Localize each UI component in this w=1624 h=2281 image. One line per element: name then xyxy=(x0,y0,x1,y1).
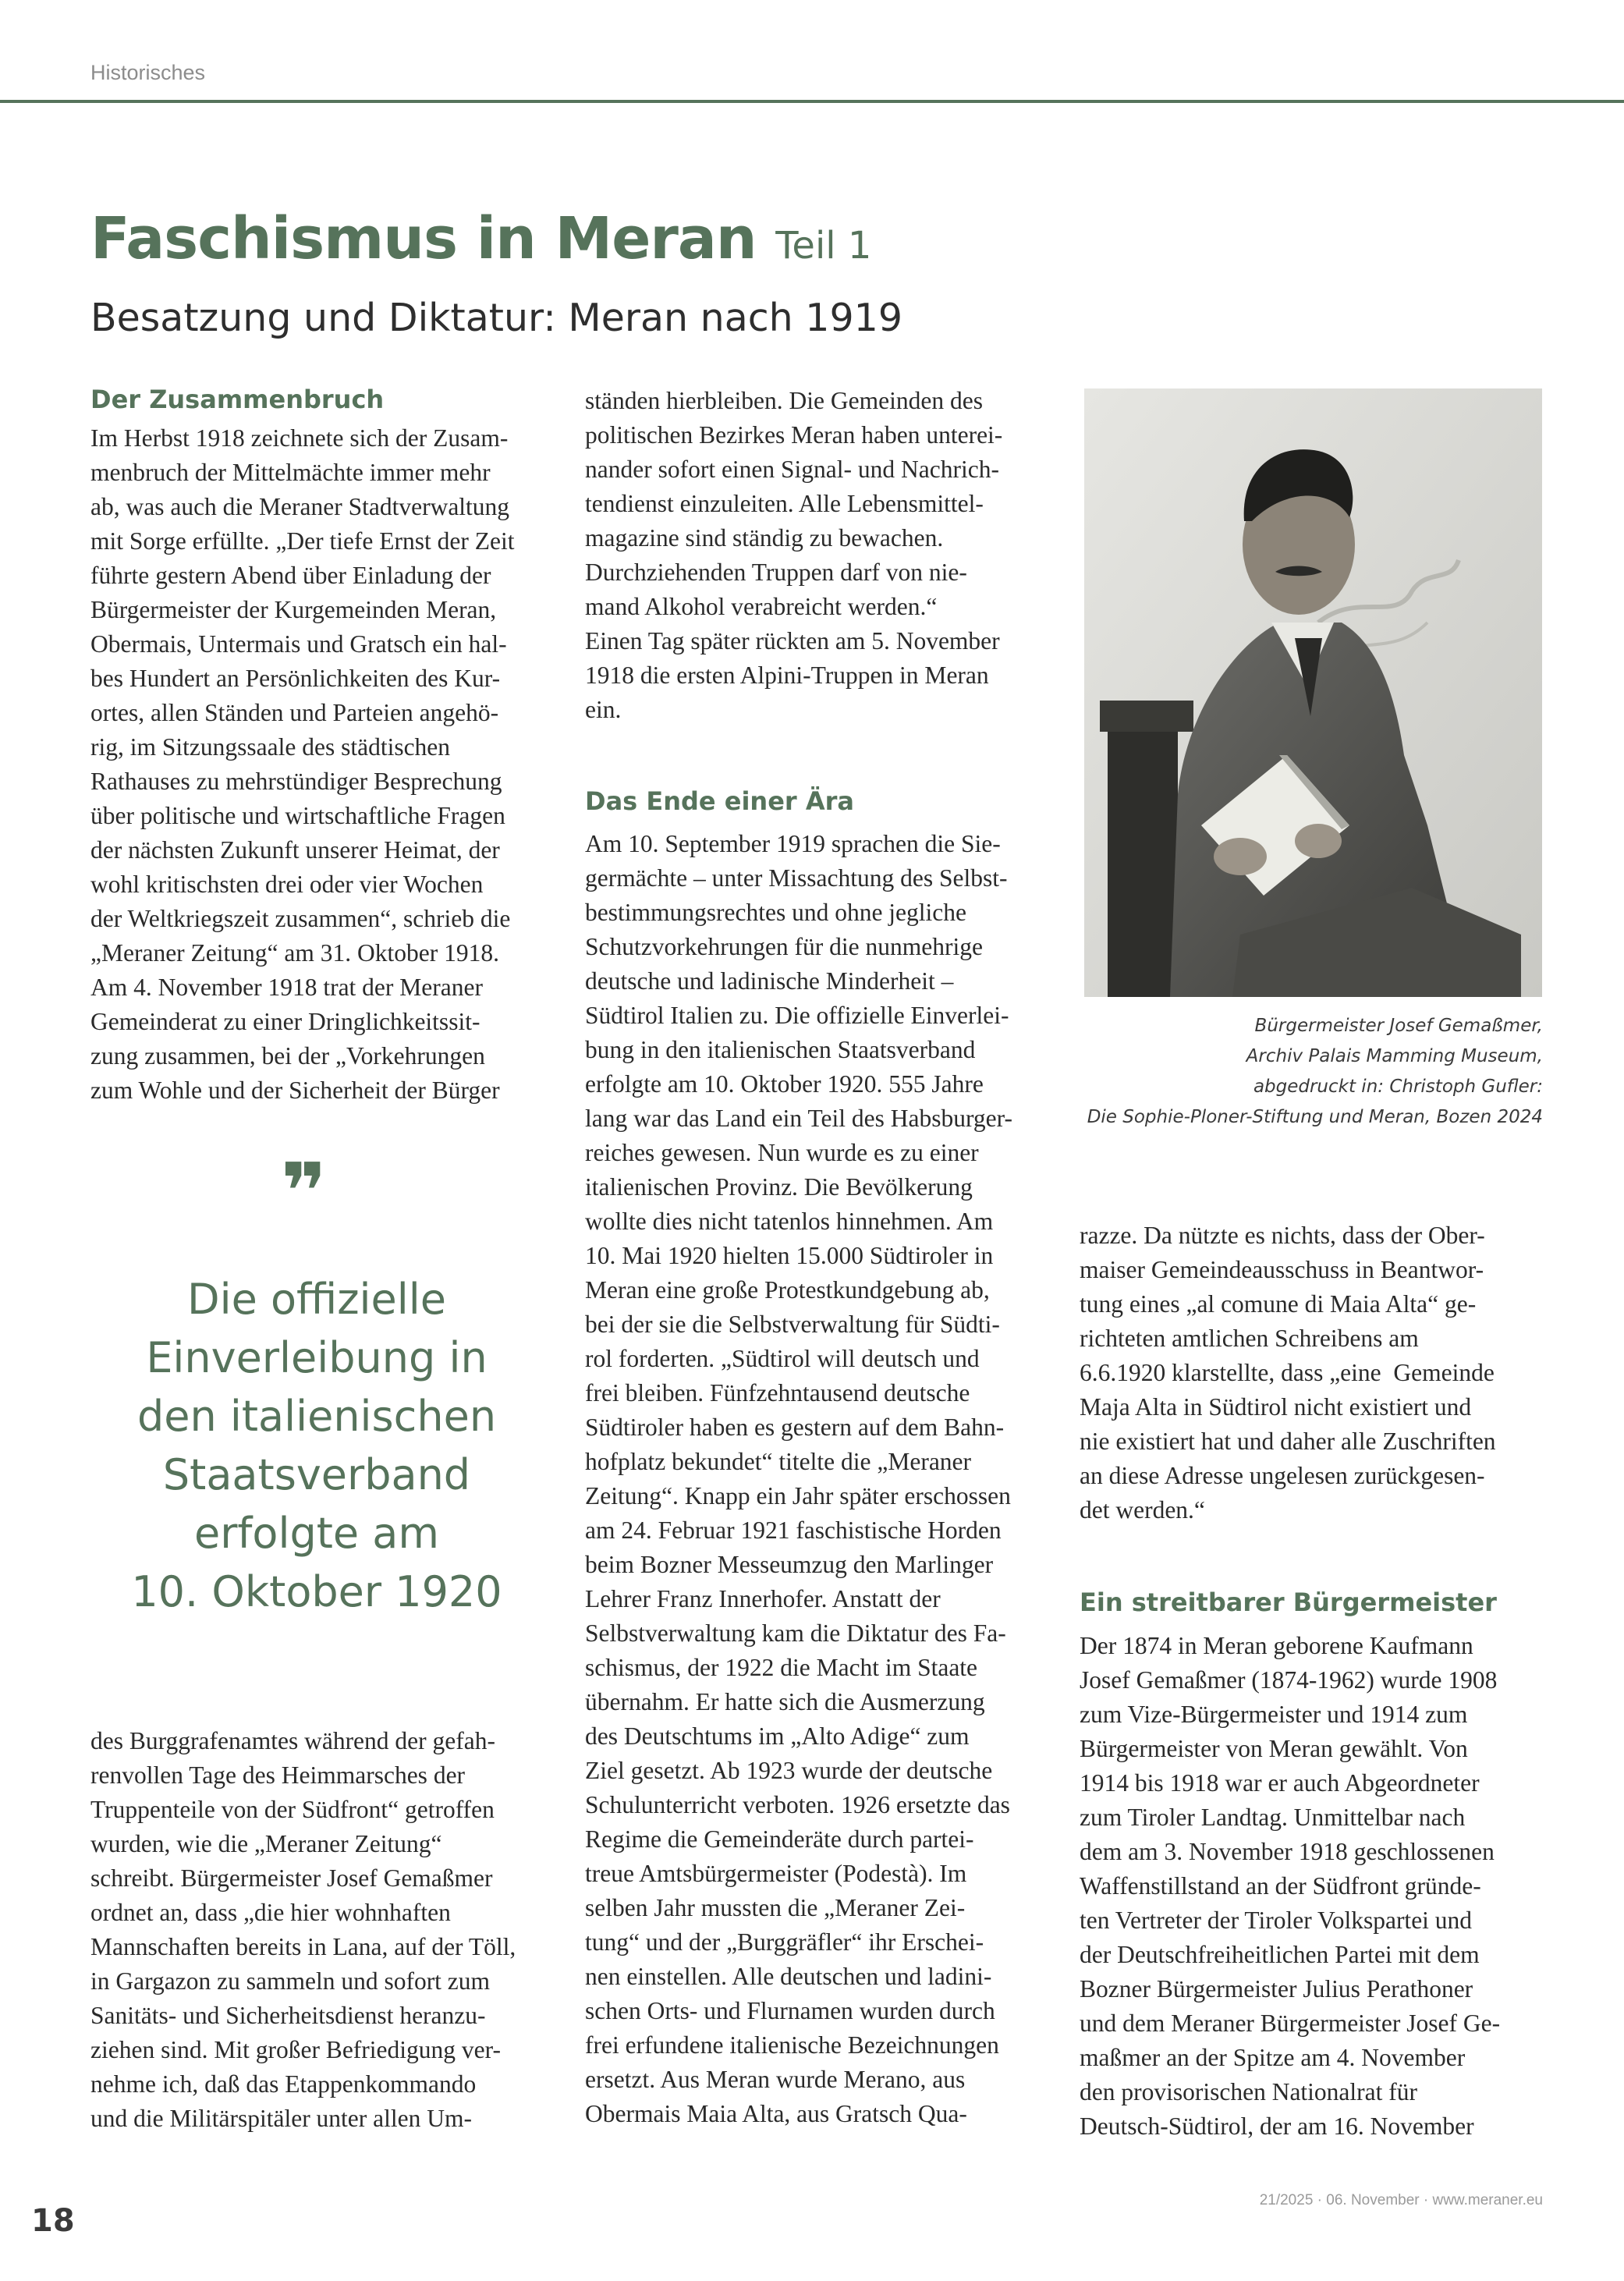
photo-caption: Bürgermeister Josef Gemaßmer, Archiv Palais Mamming Museum, abgedruckt in: Christoph Gufler: Die Sophie-Ploner-Stiftung und Meran, Bozen 2024 xyxy=(1087,1016,1543,1127)
article-title-main: Faschismus in Meran xyxy=(90,205,757,272)
pull-quote: Die offizielle Einverleibung in den italienischen Staatsverband erfolgte am 10. Oktober 1920 xyxy=(131,1275,502,1616)
article-subtitle: Besatzung und Diktatur: Meran nach 1919 xyxy=(90,296,903,340)
col1-text-a: Im Herbst 1918 zeichnete sich der Zusam- menbruch der Mittelmächte immer mehr ab, was auch die Meraner Stadtverwaltung mit Sorge erfüllte. „Der tiefe Ernst der Zeit führte gestern Abend über Einladung der Bürgermeister der Kurgemeinden Meran, Obermais, Untermais und Gratsch ein hal- bes Hundert an Persönlichkeiten des Kur- ortes, allen Ständen und Parteien angehö- rig, im Sitzungssaale des städtischen Rathauses zu mehrstündiger Besprechung über politische und wirtschaftliche Fragen der nächsten Zukunft unserer Heimat, der wohl kritischsten drei oder vier Wochen der Weltkriegszeit zusammen“, schrieb die „Meraner Zeitung“ am 31. Oktober 1918. Am 4. November 1918 trat der Meraner Gemeinderat zu einer Dringlichkeitssit- zung zusammen, bei der „Vorkehrungen zum Wohle und der Sicherheit der Bürger xyxy=(90,424,515,1104)
col3-text-b: Der 1874 in Meran geborene Kaufmann Josef Gemaßmer (1874-1962) wurde 1908 zum Vize-Bürgermeister und 1914 zum Bürgermeister von Meran gewählt. Von 1914 bis 1918 war er auch Abgeordneter zum Tiroler Landtag. Unmittelbar nach dem am 3. November 1918 geschlossenen Waffenstillstand an der Südfront gründe- ten Vertreter der Tiroler Volkspartei und der Deutschfreiheitlichen Partei mit dem Bozner Bürgermeister Julius Perathoner und dem Meraner Bürgermeister Josef Ge- maßmer an der Spitze am 4. November den provisorischen Nationalrat für Deutsch-Südtirol, der am 16. November xyxy=(1080,1632,1501,2140)
page-number: 18 xyxy=(31,2203,75,2239)
article-title-part: Teil 1 xyxy=(775,224,872,268)
issue-meta: 21/2025 · 06. November · www.meraner.eu xyxy=(1259,2192,1543,2208)
section-label: Historisches xyxy=(90,61,206,84)
col2-text-b: Am 10. September 1919 sprachen die Sie- germächte – unter Missachtung des Selbst- bestimmungsrechtes und ohne jegliche Schutzvorkehrungen für die nunmehrige deutsche und ladinische Minderheit – Südtirol Italien zu. Die offizielle Einverlei- bung in den italienischen Staatsverband erfolgte am 10. Oktober 1920. 555 Jahre lang war das Land ein Teil des Habsburger- reiches gewesen. Nun wurde es zu einer italienischen Provinz. Die Bevölkerung wollte dies nicht tatenlos hinnehmen. Am 10. Mai 1920 hielten 15.000 Südtiroler in Meran eine große Protestkundgebung ab, bei der sie die Selbstverwaltung für Südti- rol forderten. „Südtirol will deutsch und frei bleiben. Fünfzehntausend deutsche Südtiroler haben es gestern auf dem Bahn- hofplatz bekundet“ titelte die „Meraner Zeitung“. Knapp ein Jahr später erschossen am 24. Februar 1921 faschistische Horden beim Bozner Messeumzug den Marlinger Lehrer Franz Innerhofer. Anstatt der Selbstverwaltung kam die Diktatur des Fa- schismus, der 1922 die Macht im Staate übernahm. Er hatte sich die Ausmerzung des Deutschtums im „Alto Adige“ zum Ziel gesetzt. Ab 1923 wurde der deutsche Schulunterricht verboten. 1926 ersetzte das Regime die Gemeinderäte durch partei- treue Amtsbürgermeister (Podestà). Im selben Jahr mussten die „Meraner Zei- tung“ und der „Burggräfler“ ihr Erschei- nen einstellen. Alle deutschen und ladini- schen Orts- und Flurnamen wurden durch frei erfundene italienische Bezeichnungen ersetzt. Aus Meran wurde Merano, aus Obermais Maia Alta, aus Gratsch Qua- xyxy=(585,830,1012,2127)
heading-ende-einer-aera: Das Ende einer Ära xyxy=(585,786,854,816)
col3-text-a: razze. Da nützte es nichts, dass der Ober- maiser Gemeindeausschuss in Beantwor- tung eines „al comune di Maia Alta“ ge- richteten amtlichen Schreibens am 6.6.1920 klarstellte, dass „eine Gemeinde Maja Alta in Südtirol nicht existiert und nie existiert hat und daher alle Zuschriften an diese Adresse ungelesen zurückgesen- det werden.“ xyxy=(1080,1222,1496,1524)
quote-mark-icon: ❞ xyxy=(281,1146,321,1237)
col2-text-a: ständen hierbleiben. Die Gemeinden des politischen Bezirkes Meran haben unterei- nander sofort einen Signal- und Nachrich- tendienst einzuleiten. Alle Lebensmittel- magazine sind ständig zu bewachen. Durchziehenden Truppen darf von nie- mand Alkohol verabreicht werden.“ Einen Tag später rückten am 5. November 1918 die ersten Alpini-Truppen in Meran ein. xyxy=(585,387,1003,723)
heading-zusammenbruch: Der Zusammenbruch xyxy=(90,385,385,414)
heading-streitbarer-buergermeister: Ein streitbarer Bürgermeister xyxy=(1080,1587,1497,1617)
portrait-photo xyxy=(1084,388,1542,997)
article-title xyxy=(90,204,871,280)
header-rule xyxy=(0,100,1624,103)
col1-text-b: des Burggrafenamtes während der gefah- renvollen Tage des Heimmarsches der Truppenteile von der Südfront“ getroffen wurden, wie die „Meraner Zeitung“ schreibt. Bürgermeister Josef Gemaßmer ordnet an, dass „die hier wohnhaften Mannschaften bereits in Lana, auf der Töll, in Gargazon zu sammeln und sofort zum Sanitäts- und Sicherheitsdienst heranzu- ziehen sind. Mit großer Befriedigung ver- nehme ich, daß das Etappenkommando und die Militärspitäler unter allen Um- xyxy=(90,1727,516,2132)
